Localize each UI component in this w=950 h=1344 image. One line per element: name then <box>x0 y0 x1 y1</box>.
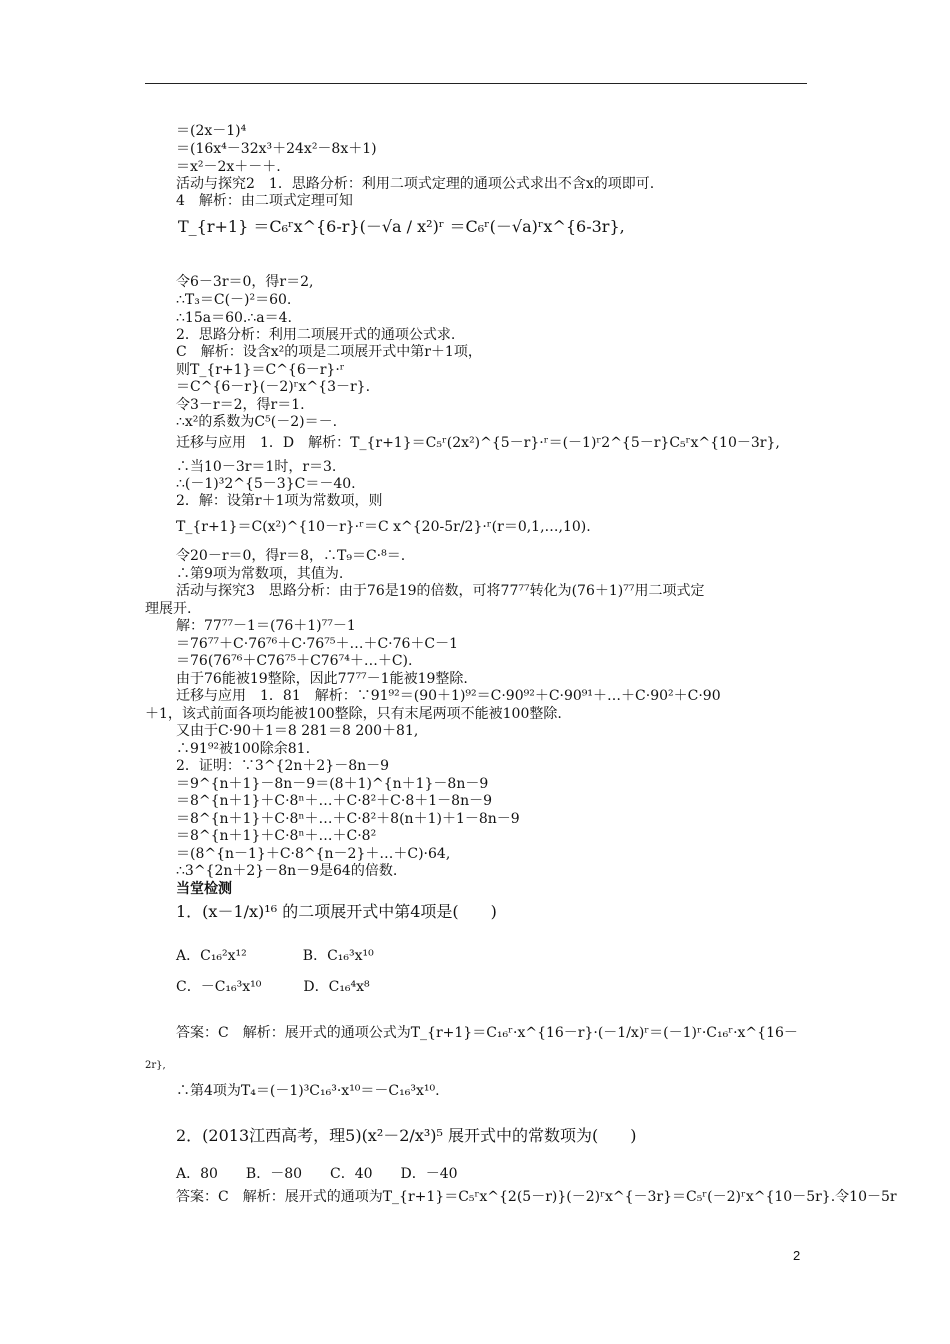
text-line: ∴91⁹²被100除余81. <box>176 741 311 757</box>
text-line: ＝8^{n＋1}＋C·8ⁿ＋…＋C·8²＋C·8＋1－8n－9 <box>176 793 492 809</box>
text-line: 2．解：设第r＋1项为常数项，则 <box>176 493 383 509</box>
text-line: 解：77⁷⁷－1＝(76＋1)⁷⁷－1 <box>176 618 356 634</box>
text-line: 迁移与应用 1．81 解析：∵91⁹²＝(90＋1)⁹²＝C·90⁹²＋C·90⁹¹＋…＋C·90²＋C·90 <box>176 688 721 704</box>
text-line: ∴当10－3r＝1时，r＝3. <box>176 459 337 475</box>
text-line: ＝x²－2x＋－＋. <box>176 159 281 175</box>
text-line: ＝76(76⁷⁶＋C76⁷⁵＋C76⁷⁴＋…＋C). <box>176 653 413 669</box>
text-line: C．－C₁₆³x¹⁰ D．C₁₆⁴x⁸ <box>176 979 370 995</box>
text-line: C 解析：设含x²的项是二项展开式中第r＋1项， <box>176 344 482 360</box>
text-line: ∴第4项为T₄＝(－1)³C₁₆³·x¹⁰＝－C₁₆³x¹⁰. <box>176 1083 440 1099</box>
text-line: 4 解析：由二项式定理可知 <box>176 193 353 209</box>
text-line: ＝9^{n＋1}－8n－9＝(8＋1)^{n＋1}－8n－9 <box>176 776 489 792</box>
text-line: 活动与探究2 1．思路分析：利用二项式定理的通项公式求出不含x的项即可. <box>176 176 655 192</box>
header-rule <box>145 83 807 84</box>
text-line: ∴15a＝60.∴a＝4. <box>176 310 292 326</box>
text-line: 又由于C·90＋1＝8 281＝8 200＋81, <box>176 723 419 739</box>
text-line: 答案：C 解析：展开式的通项为T_{r+1}＝C₅ʳx^{2(5－r)}(－2)ʳx^{－3r}＝C₅ʳ(－2)ʳx^{10－5r}.令10－5r <box>176 1189 897 1205</box>
text-line: ∴第9项为常数项，其值为. <box>176 566 344 582</box>
text-line: 答案：C 解析：展开式的通项公式为T_{r+1}＝C₁₆ʳ·x^{16－r}·(－1/x)ʳ＝(－1)ʳ·C₁₆ʳ·x^{16－ <box>176 1025 798 1041</box>
text-line: ＝(8^{n－1}＋C·8^{n－2}＋…＋C)·64, <box>176 846 451 862</box>
text-line: ∴T₃＝C(－)²＝60. <box>176 292 292 308</box>
page-number: 2 <box>793 1248 801 1263</box>
text-line: ∴x²的系数为C⁵(－2)＝－. <box>176 414 338 430</box>
text-line: ∴3^{2n＋2}－8n－9是64的倍数. <box>176 863 398 879</box>
text-line: 2．思路分析：利用二项展开式的通项公式求. <box>176 327 456 343</box>
text-line: ＋1，该式前面各项均能被100整除，只有末尾两项不能被100整除. <box>145 706 562 722</box>
text-line: 迁移与应用 1．D 解析：T_{r+1}＝C₅ʳ(2x²)^{5－r}·ʳ＝(－1)ʳ2^{5－r}C₅ʳx^{10－3r}, <box>176 435 780 451</box>
text-line: T_{r+1} ＝C₆ʳx^{6-r}(－√a / x²)ʳ ＝C₆ʳ(－√a)ʳx^{6-3r}, <box>178 217 625 236</box>
text-line: ＝(2x－1)⁴ <box>176 123 247 139</box>
text-line: 2．(2013江西高考，理5)(x²－2/x³)⁵ 展开式中的常数项为( ) <box>176 1126 637 1145</box>
text-line: 活动与探究3 思路分析：由于76是19的倍数，可将77⁷⁷转化为(76＋1)⁷⁷用二项式定 <box>176 583 705 599</box>
text-line: 理展开. <box>145 601 192 617</box>
text-line: 令3－r＝2，得r＝1. <box>176 397 305 413</box>
text-line: A．C₁₆²x¹² B．C₁₆³x¹⁰ <box>176 948 374 964</box>
text-line: 2．证明：∵3^{2n＋2}－8n－9 <box>176 758 390 774</box>
text-line: 令6－3r＝0，得r＝2, <box>176 274 314 290</box>
text-line: 则T_{r+1}＝C^{6－r}·ʳ <box>176 362 345 378</box>
text-line: 2r}, <box>145 1060 166 1071</box>
text-line: ＝8^{n＋1}＋C·8ⁿ＋…＋C·8² <box>176 828 377 844</box>
text-line: 当堂检测 <box>176 881 232 897</box>
text-line: ＝8^{n＋1}＋C·8ⁿ＋…＋C·8²＋8(n＋1)＋1－8n－9 <box>176 811 520 827</box>
text-line: ＝(16x⁴－32x³＋24x²－8x＋1) <box>176 141 377 157</box>
text-line: T_{r+1}＝C(x²)^{10－r}·ʳ＝C x^{20-5r/2}·ʳ(r＝0,1,…,10). <box>176 519 591 535</box>
text-line: 由于76能被19整除，因此77⁷⁷－1能被19整除. <box>176 671 468 687</box>
text-line: 1．(x－1/x)¹⁶ 的二项展开式中第4项是( ) <box>176 902 497 921</box>
text-line: ∴(－1)³2^{5－3}C＝－40. <box>176 476 356 492</box>
text-line: 令20－r＝0，得r＝8，∴T₉＝C·⁸＝. <box>176 548 406 564</box>
text-line: ＝C^{6－r}(－2)ʳx^{3－r}. <box>176 379 371 395</box>
text-line: ＝76⁷⁷＋C·76⁷⁶＋C·76⁷⁵＋…＋C·76＋C－1 <box>176 636 459 652</box>
text-line: A．80 B．－80 C．40 D．－40 <box>176 1166 458 1182</box>
